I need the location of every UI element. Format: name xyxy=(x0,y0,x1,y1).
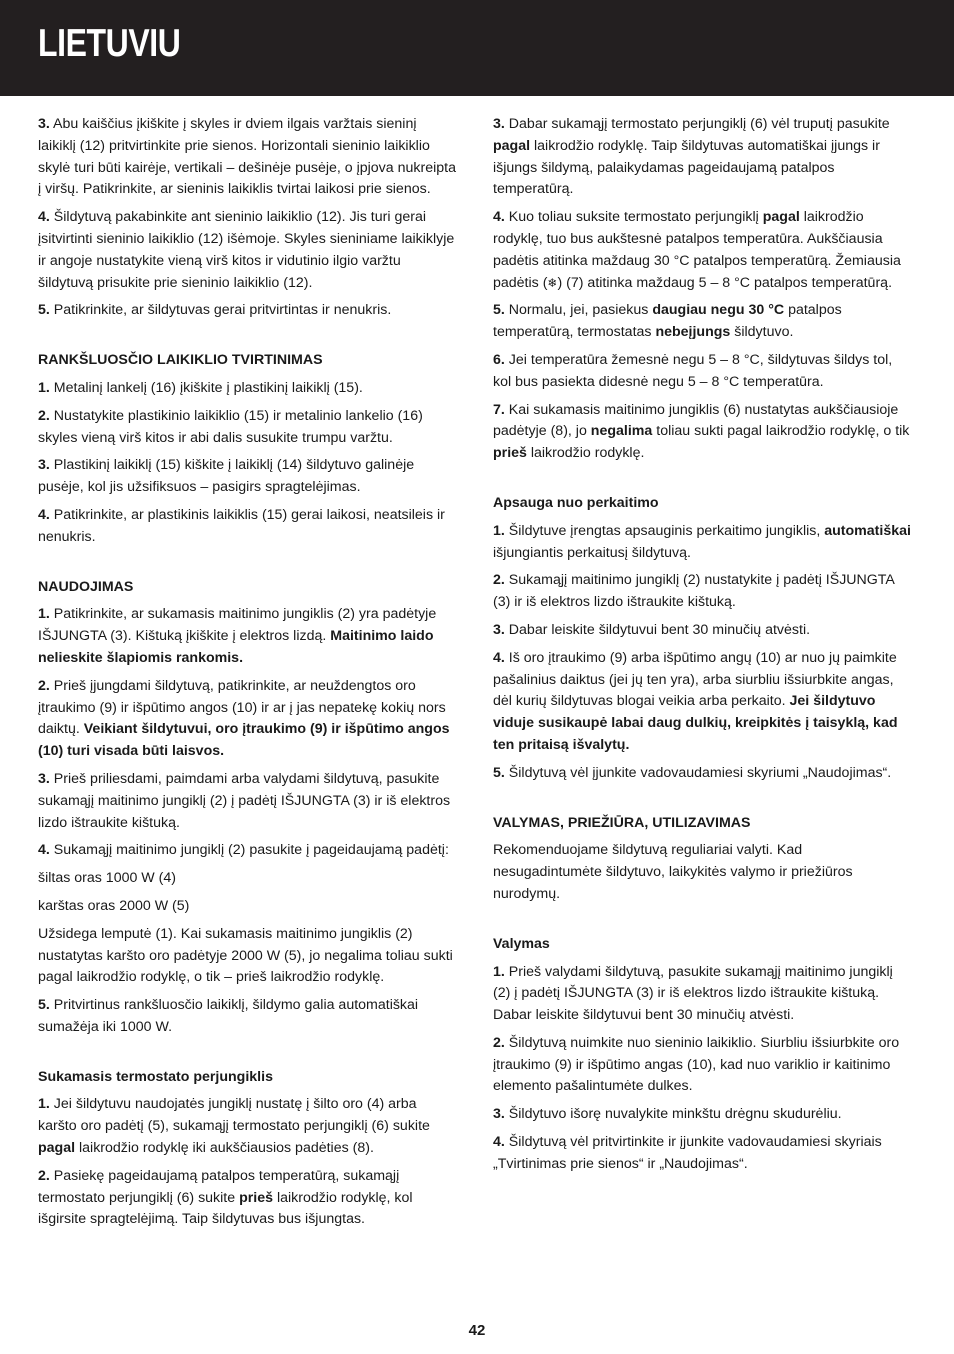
thermostat-step-2: 2. Pasiekę pageidaujamą patalpos temperatūrą, sukamąjį termostato perjungiklį (6) sukite prieš laikrodžio rodyklę, kol išgirsite spragtelėjimą. Taip šildytuvas bus išjungtas. xyxy=(38,1167,413,1228)
valymas-heading: Valymas xyxy=(493,935,550,952)
thermostat-step-1: 1. Jei šildytuvu naudojatės jungiklį nustatę į šilto oro (4) arba karšto oro padėtį (5), sukamąjį termostato perjungiklį (6) sukite pagal laikrodžio rodyklę iki aukščiausios padėties (8). xyxy=(38,1096,430,1157)
usage-heading: NAUDOJIMAS xyxy=(38,578,134,595)
language-title: LIETUVIU xyxy=(38,22,181,65)
overheat-step-3: 3. Dabar leiskite šildytuvui bent 30 minučių atvėsti. xyxy=(493,621,811,638)
page-number: 42 xyxy=(468,1322,486,1339)
thermostat-step-7: 7. Kai sukamasis maitinimo jungiklis (6) nustatytas aukščiausioje padėtyje (8), jo negalima toliau sukti pagal laikrodžio rodyklę, o tik prieš laikrodžio rodyklę. xyxy=(493,401,910,462)
wall-mount-step-5: 5. Patikrinkite, ar šildytuvas gerai pritvirtintas ir nenukris. xyxy=(38,302,392,319)
usage-step-5: 5. Pritvirtinus rankšluosčio laikiklį, šildymo galia automatiškai sumažėja iki 1000 W. xyxy=(38,997,419,1035)
towel-step-2: 2. Nustatykite plastikinio laikiklio (15) ir metalinio lankelio (16) skyles vieną virš kitos ir abi dalis susukite trumpu varžtu. xyxy=(38,407,423,446)
snowflake-icon: ❄ xyxy=(547,275,558,290)
left-column xyxy=(38,114,456,1237)
overheat-step-1: 1. Šildytuve įrengtas apsauginis perkaitimo jungiklis, automatiškai išjungiantis perkaitusį šildytuvą. xyxy=(493,522,911,561)
thermostat-step-4: 4. Kuo toliau suksite termostato perjungiklį pagal laikrodžio rodyklę, tuo bus aukštesnė patalpos temperatūra. Aukščiausia padėtis atitinka maždaug 30 °C patalpos temperatūrą. Žemiausia padėtis (❄) (7) atitinka maždaug 5 – 8 °C patalpos temperatūrą. xyxy=(493,209,901,291)
warm-air-setting: šiltas oras 1000 W (4) xyxy=(38,870,176,887)
towel-step-4: 4. Patikrinkite, ar plastikinis laikiklis (15) gerai laikosi, neatsileis ir nenukris. xyxy=(38,506,445,545)
lamp-note: Užsidega lemputė (1). Kai sukamasis maitinimo jungiklis (2) nustatytas karšto oro padėtyje 2000 W (5), jo negalima toliau sukti pagal laikrodžio rodyklę, o tik – prieš laikrodžio rodyklę. xyxy=(38,925,453,986)
thermostat-step-5: 5. Normalu, jei, pasiekus daugiau negu 30 °C patalpos temperatūrą, termostatas nebeįjungs šildytuvo. xyxy=(493,302,842,341)
usage-step-4: 4. Sukamąjį maitinimo jungiklį (2) pasukite į pageidaujamą padėtį: xyxy=(38,842,449,859)
overheat-heading: Apsauga nuo perkaitimo xyxy=(493,494,659,511)
cleaning-step-1: 1. Prieš valydami šildytuvą, pasukite sukamąjį maitinimo jungiklį (2) į padėtį IŠJUNGTA (3) ir iš elektros lizdo ištraukite kištuką. Dabar leiskite šildytuvui bent 30 minučių atvėsti. xyxy=(493,963,893,1024)
usage-step-3: 3. Prieš priliesdami, paimdami arba valydami šildytuvą, pasukite sukamąjį maitinimo jungiklį (2) į padėtį IŠJUNGTA (3) ir iš elektros lizdo ištraukite kištuką. xyxy=(38,770,451,831)
overheat-step-5: 5. Šildytuvą vėl įjunkite vadovaudamiesi skyriumi „Naudojimas“. xyxy=(493,764,892,781)
towel-step-3: 3. Plastikinį laikiklį (15) kiškite į laikiklį (14) šildytuvo galinėje pusėje, kol jis užsifiksuos – pasigirs spragtelėjimas. xyxy=(38,457,415,496)
towel-step-1: 1. Metalinį lankelį (16) įkiškite į plastikinį laikiklį (15). xyxy=(38,379,363,396)
usage-step-1: 1. Patikrinkite, ar sukamasis maitinimo jungiklis (2) yra padėtyje IŠJUNGTA (3). Kištuką įkiškite į elektros lizdą. Maitinimo laido nelieskite šlapiomis rankomis. xyxy=(38,606,437,666)
wall-mount-step-4: 4. Šildytuvą pakabinkite ant sieninio laikiklio (12). Jis turi gerai įsitvirtinti sieninio laikiklio (12) išėmoje. Skyles sieniniame laikiklyje ir angoje nustatykite vieną virš kitos ir vidutinio ilgio varžtu šildytuvą prisukite prie sieninio laikiklio (12). xyxy=(38,209,455,291)
hot-air-setting: karštas oras 2000 W (5) xyxy=(38,897,190,914)
cleaning-step-4: 4. Šildytuvą vėl pritvirtinkite ir įjunkite vadovaudamiesi skyriais „Tvirtinimas prie sienos“ ir „Naudojimas“. xyxy=(493,1134,882,1172)
cleaning-intro: Rekomenduojame šildytuvą reguliariai valyti. Kad nesugadintumėte šildytuvo, laikykitės valymo ir priežiūros nurodymų. xyxy=(493,842,853,902)
wall-mount-step-3: 3. Abu kaiščius įkiškite į skyles ir dviem ilgais varžtais sieninį laikiklį (12) pritvirtinkite prie sienos. Horizontali sieninio laikiklio skylė turi būti kairėje, vertikali – dešinėje pusėje, o įpjova nukreipta į viršų. Patikrinkite, ar sieninis laikiklis tvirtai laikosi prie sienos. xyxy=(38,116,456,198)
thermostat-heading: Sukamasis termostato perjungiklis xyxy=(38,1068,273,1085)
thermostat-step-3: 3. Dabar sukamąjį termostato perjungiklį (6) vėl truputį pasukite pagal laikrodžio rodyklę. Taip šildytuvas automatiškai įjungs ir išjungs šildymą, palaikydamas pageidaujamą patalpos temperatūrą. xyxy=(493,116,890,198)
towel-holder-heading: RANKŠLUOSČIO LAIKIKLIO TVIRTINIMAS xyxy=(38,352,323,369)
cleaning-step-2: 2. Šildytuvą nuimkite nuo sieninio laikiklio. Siurbliu išsiurbkite oro įtraukimo (9) ir išpūtimo angas (10), kad nuo variklio ir kaitinimo elemento pašalintumėte dulkes. xyxy=(493,1034,900,1095)
language-header-bar xyxy=(0,0,954,96)
cleaning-step-3: 3. Šildytuvo išorę nuvalykite minkštu drėgnu skudurėliu. xyxy=(493,1106,842,1123)
overheat-step-2: 2. Sukamąjį maitinimo jungiklį (2) nustatykite į padėtį IŠJUNGTA (3) ir iš elektros lizdo ištraukite kištuką. xyxy=(493,572,895,611)
overheat-step-4: 4. Iš oro įtraukimo (9) arba išpūtimo angų (10) ar nuo jų paimkite pašalinius daiktus (jei jų ten yra), arba siurbliu išsiurbkite angas, dėl kurių šildytuvas blogai veikia arba perkaito. Jei šildytuvo viduje susikaupė labai daug dulkių, kreipkitės į taisyklą, kad ten pritaisą išvalytų. xyxy=(493,649,898,753)
right-column xyxy=(493,114,911,1182)
cleaning-heading: VALYMAS, PRIEŽIŪRA, UTILIZAVIMAS xyxy=(493,814,751,831)
thermostat-step-6: 6. Jei temperatūra žemesnė negu 5 – 8 °C, šildytuvas šildys tol, kol bus pasiekta didesnė negu 5 – 8 °C temperatūra. xyxy=(493,351,893,390)
usage-step-2: 2. Prieš įjungdami šildytuvą, patikrinkite, ar neuždengtos oro įtraukimo (9) ir išpūtimo angos (10) ir ar į jas nepatekę kokių nors daiktų. Veikiant šildytuvui, oro įtraukimo (9) ir išpūtimo angos (10) turi visada būti laisvos. xyxy=(38,677,450,760)
